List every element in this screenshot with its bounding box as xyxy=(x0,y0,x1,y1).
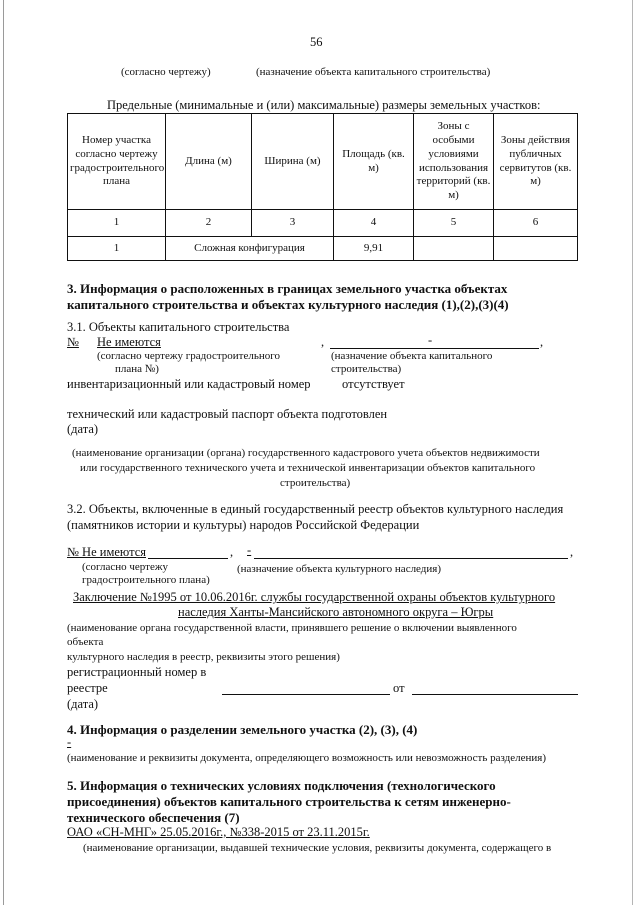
comma-mark: , xyxy=(230,545,234,559)
table-header-cell: Номер участка согласно чертежу градостроительного плана xyxy=(68,114,166,210)
section4-heading: 4. Информация о разделении земельного участка (2), (3), (4) xyxy=(67,722,418,737)
caption-drawing-heritage: градостроительного плана) xyxy=(82,574,210,586)
section5-heading: 5. Информация о технических условиях подключения (технологического xyxy=(67,778,496,793)
table-cell: 6 xyxy=(494,210,578,237)
date-caption: (дата) xyxy=(67,422,99,436)
scan-edge-right xyxy=(632,0,633,905)
underline-registry-number xyxy=(222,694,390,695)
table-cell: 1 xyxy=(68,237,166,261)
section3-heading-line1: 3. Информация о расположенных в границах земельного участка объектах xyxy=(67,281,508,296)
table-cell: 9,91 xyxy=(334,237,414,261)
plot-size-table xyxy=(67,113,578,261)
caption-purpose-object: (назначение объекта капитального xyxy=(331,350,493,362)
table-cell: 5 xyxy=(414,210,494,237)
date-caption: (дата) xyxy=(67,697,99,711)
authority-caption: культурного наследия в реестр, реквизиты этого решения) xyxy=(67,651,340,663)
caption-drawing-plan: плана №) xyxy=(115,363,159,375)
passport-text: технический или кадастровый паспорт объекта подготовлен xyxy=(67,407,388,421)
comma-mark: , xyxy=(321,335,325,349)
authority-caption: объекта xyxy=(67,636,104,648)
dash-value: - xyxy=(247,543,252,557)
page-number: 56 xyxy=(310,35,323,49)
table-header-cell: Ширина (м) xyxy=(252,114,334,210)
table-header-cell: Длина (м) xyxy=(166,114,252,210)
absent-value-heritage: № Не имеются xyxy=(67,545,146,559)
section5-caption: (наименование организации, выдавшей технические условия, реквизиты документа, содержащего в xyxy=(83,842,552,854)
comma-mark: , xyxy=(540,335,544,349)
authority-caption: (наименование органа государственной власти, принявшего решение о включении выявленного xyxy=(67,622,517,634)
scan-edge-left xyxy=(3,0,4,905)
conclusion-text: наследия Ханты-Мансийского автономного округа – Югры xyxy=(178,605,494,619)
caption-heritage-purpose: (назначение объекта культурного наследия) xyxy=(237,563,442,575)
inventory-label: инвентаризационный или кадастровый номер xyxy=(67,377,311,391)
org-caption: или государственного технического учета и технической инвентаризации объектов капитального xyxy=(80,462,536,474)
section3-heading-line2: капитального строительства и объектах культурного наследия (1),(2),(3)(4) xyxy=(67,297,509,312)
table-cell: 2 xyxy=(166,210,252,237)
subsection-3-2: 3.2. Объекты, включенные в единый государственный реестр объектов культурного наследия xyxy=(67,502,564,516)
table-row xyxy=(68,237,578,261)
table-header-cell: Зоны действия публичных сервитутов (кв. м) xyxy=(494,114,578,210)
table-cell: 4 xyxy=(334,210,414,237)
number-symbol: № xyxy=(67,335,79,349)
comma-mark: , xyxy=(570,545,574,559)
table-cell: Сложная конфигурация xyxy=(166,237,334,261)
table-cell: 3 xyxy=(252,210,334,237)
table-header-cell: Зоны с особыми условиями использования территорий (кв. м) xyxy=(414,114,494,210)
caption-drawing-plan: (согласно чертежу градостроительного xyxy=(97,350,280,362)
caption-drawing-heritage: (согласно чертежу xyxy=(82,561,168,573)
underline-heritage-number xyxy=(148,558,228,559)
section4-caption: (наименование и реквизиты документа, определяющего возможность или невозможность разделения) xyxy=(67,752,546,764)
caption-drawing: (согласно чертежу) xyxy=(121,66,211,78)
table-cell xyxy=(414,237,494,261)
registry-label: регистрационный номер в xyxy=(67,665,207,679)
org-caption: строительства) xyxy=(280,477,351,489)
section4-value: - xyxy=(67,735,72,749)
table-header-cell: Площадь (кв. м) xyxy=(334,114,414,210)
underline-heritage-purpose xyxy=(254,558,568,559)
inventory-value: отсутствует xyxy=(342,377,405,391)
registry-label: реестре xyxy=(67,681,108,695)
from-label: от xyxy=(393,681,405,695)
subsection-3-1: 3.1. Объекты капитального строительства xyxy=(67,320,290,334)
section5-heading: присоединения) объектов капитального строительства к сетям инженерно- xyxy=(67,794,511,809)
underline-registry-date xyxy=(412,694,578,695)
caption-purpose-object: строительства) xyxy=(331,363,402,375)
subsection-3-2: (памятников истории и культуры) народов Российской Федерации xyxy=(67,518,420,532)
table-header-row xyxy=(68,114,578,210)
underline-purpose xyxy=(330,348,539,349)
section5-heading: технического обеспечения (7) xyxy=(67,810,240,825)
absent-value: Не имеются xyxy=(97,335,161,349)
section5-value: ОАО «СН-МНГ» 25.05.2016г., №338-2015 от 23.11.2015г. xyxy=(67,825,370,839)
org-caption: (наименование организации (органа) государственного кадастрового учета объектов недвижимости xyxy=(72,447,540,459)
dash-value: - xyxy=(428,333,433,347)
table-cell: 1 xyxy=(68,210,166,237)
table-title: Предельные (минимальные и (или) максимальные) размеры земельных участков: xyxy=(107,98,541,112)
conclusion-text: Заключение №1995 от 10.06.2016г. службы государственной охраны объектов культурного xyxy=(73,590,556,604)
table-number-row xyxy=(68,210,578,237)
caption-purpose: (назначение объекта капитального строительства) xyxy=(256,66,491,78)
table-cell xyxy=(494,237,578,261)
